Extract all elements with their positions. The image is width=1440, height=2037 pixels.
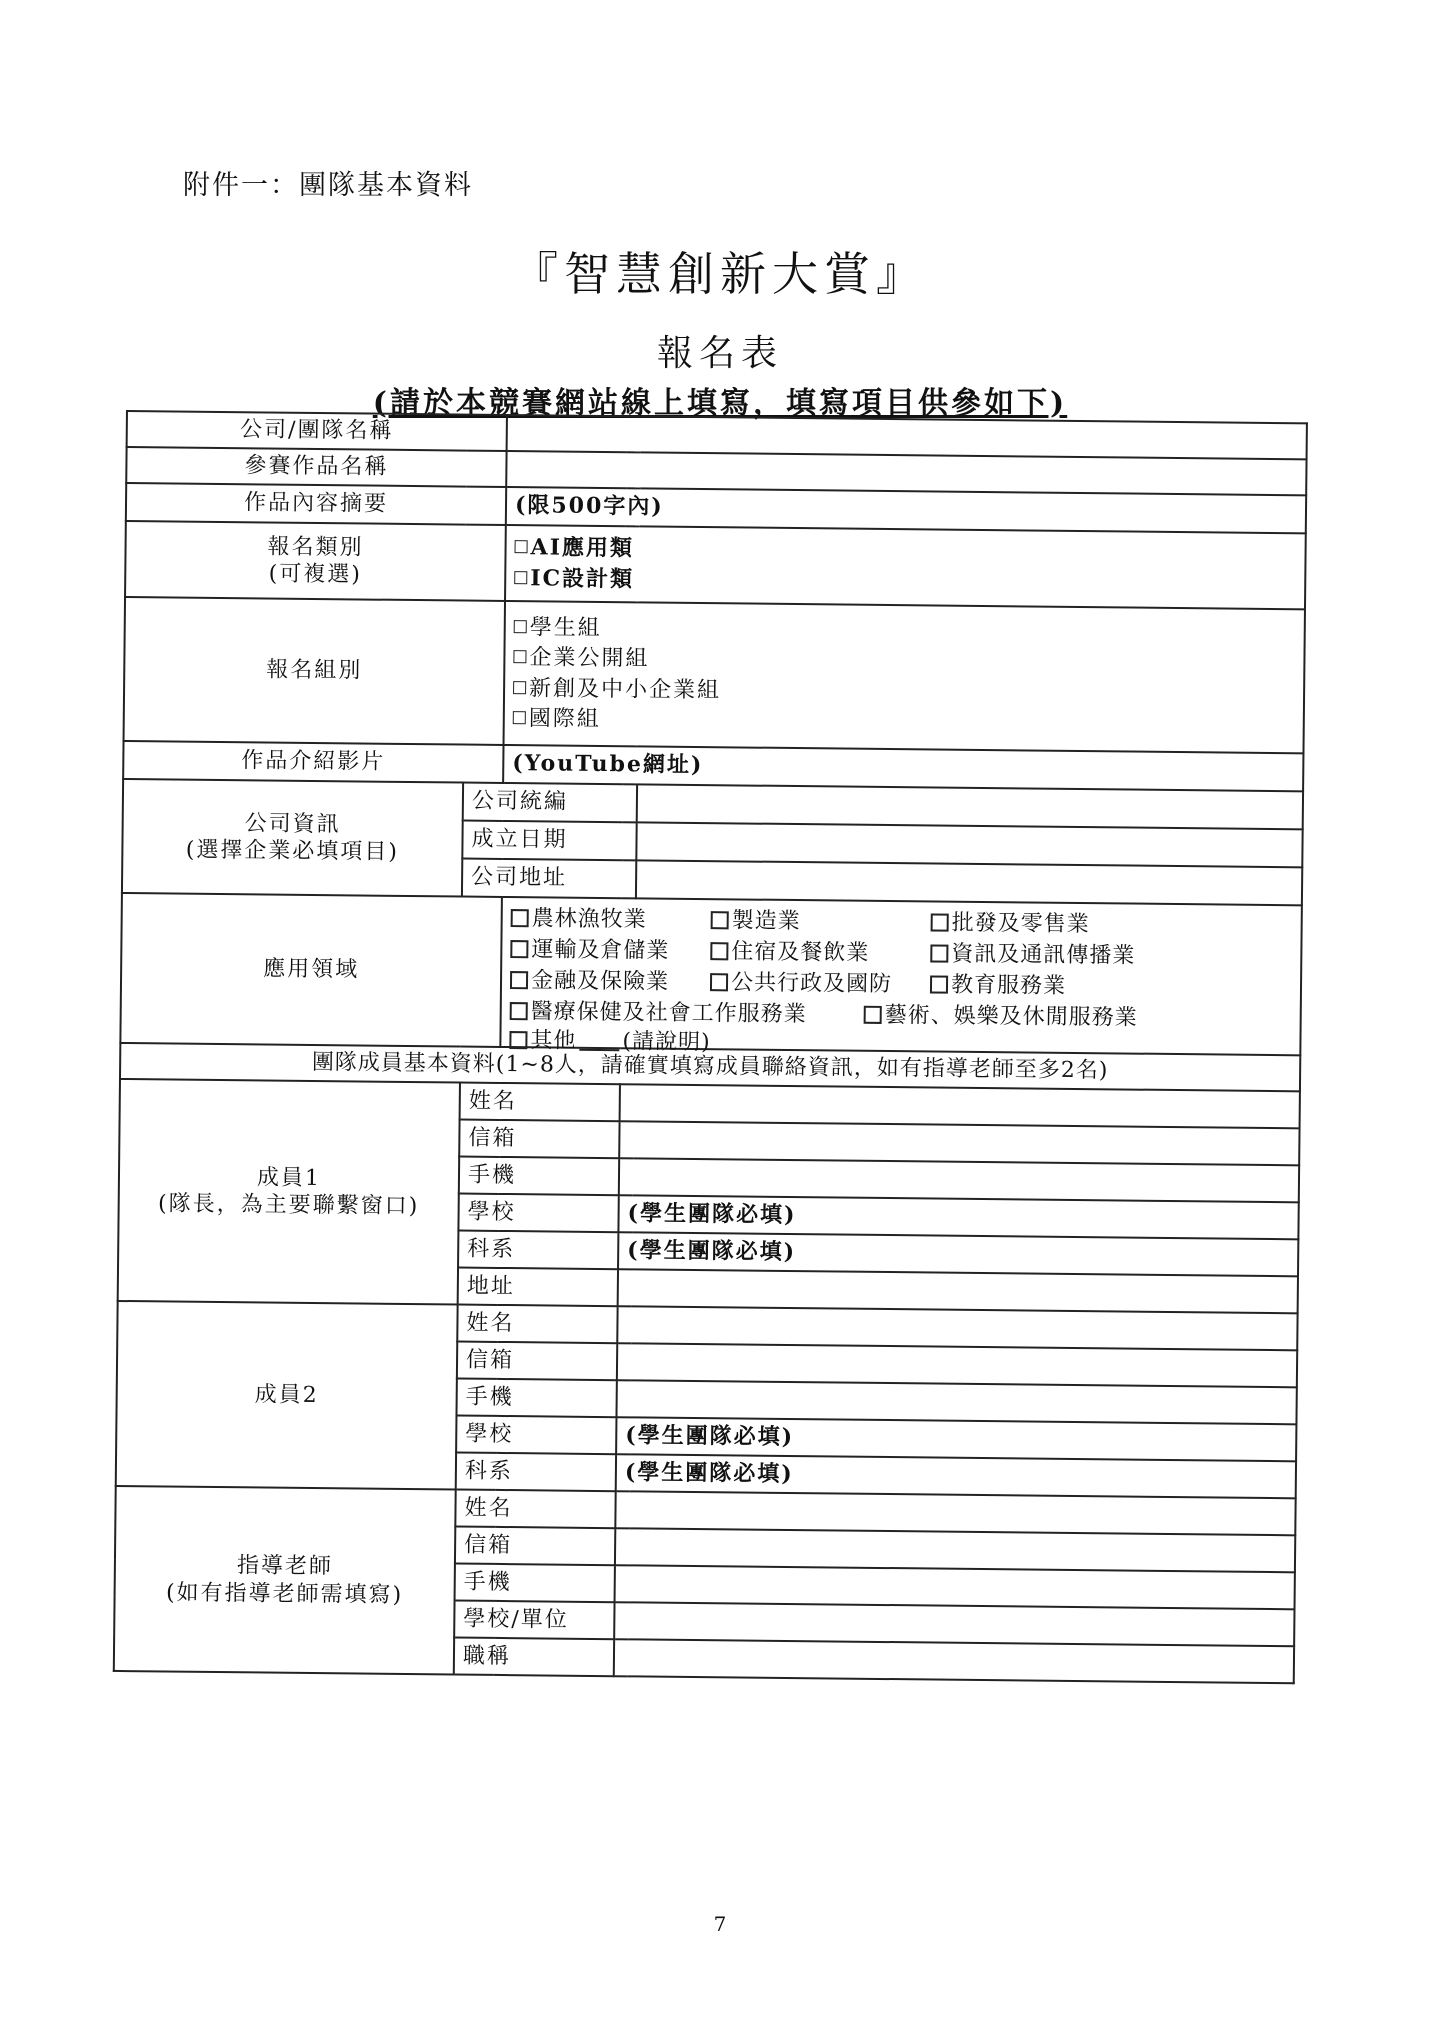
member1-name-label: 姓名 (460, 1083, 620, 1122)
advisor-title-label: 職稱 (454, 1638, 614, 1677)
category-label-cell (125, 521, 506, 601)
checkbox[interactable] (510, 971, 528, 989)
member2-phone-label: 手機 (456, 1379, 616, 1418)
attachment-label: 附件一：團隊基本資料 (183, 170, 473, 201)
category-label: 報名類別 (267, 533, 364, 560)
domain-option-other[interactable]: 其他 (請說明) (509, 1027, 710, 1057)
video-hint: (YouTube網址) (512, 750, 704, 779)
domain-option-transport[interactable]: 運輸及倉儲業 (510, 936, 669, 965)
checkbox[interactable] (514, 571, 527, 584)
member2-label: 成員2 (116, 1301, 458, 1490)
checkbox[interactable] (513, 650, 526, 663)
domain-option-agriculture[interactable]: 農林漁牧業 (511, 905, 647, 934)
company-name-label: 公司/團隊名稱 (127, 411, 507, 451)
checkbox[interactable] (515, 540, 528, 553)
checkbox[interactable] (864, 1006, 882, 1024)
member1-address-label: 地址 (458, 1268, 618, 1307)
summary-hint: (限500字內) (514, 492, 664, 520)
member2-dept-label: 科系 (456, 1453, 616, 1492)
checkbox[interactable] (711, 911, 729, 929)
page-number: 7 (713, 1912, 727, 1936)
checkbox[interactable] (510, 1002, 528, 1020)
company-info-label: 公司資訊 (244, 810, 341, 837)
company-info-sublabel: (選擇企業必填項目) (185, 837, 400, 865)
checkbox[interactable] (930, 944, 948, 962)
instruction-note: (請於本競賽網站線上填寫，填寫項目供參如下) (372, 386, 1068, 421)
group-option-student[interactable]: 學生組 (514, 614, 1296, 650)
domain-options-cell (500, 897, 1302, 1055)
advisor-title-input[interactable] (614, 1639, 1294, 1683)
member1-dept-label: 科系 (458, 1231, 618, 1270)
domain-options (501, 903, 1300, 1056)
domain-option-education[interactable]: 教育服務業 (930, 971, 1066, 1000)
member2-school-note: (學生團隊必填) (625, 1422, 795, 1450)
category-option-ic[interactable]: IC設計類 (514, 565, 1296, 601)
work-name-label: 參賽作品名稱 (126, 447, 506, 487)
member1-sublabel: (隊長，為主要聯繫窗口) (157, 1191, 420, 1220)
domain-option-finance[interactable]: 金融及保險業 (510, 967, 669, 996)
member2-dept-note: (學生團隊必填) (624, 1459, 794, 1487)
checkbox[interactable] (513, 711, 526, 724)
group-option-enterprise[interactable]: 企業公開組 (513, 644, 1295, 680)
member1-school-label: 學校 (458, 1194, 618, 1233)
member2-name-label: 姓名 (457, 1305, 617, 1344)
domain-option-arts[interactable]: 藝術、娛樂及休閒服務業 (864, 1002, 1138, 1032)
advisor-org-label: 學校/單位 (454, 1601, 614, 1640)
advisor-sublabel: (如有指導老師需填寫) (165, 1579, 404, 1608)
row-category (125, 521, 1306, 609)
member2-school-label: 學校 (456, 1416, 616, 1455)
checkbox[interactable] (509, 1031, 527, 1049)
member2-email-label: 信箱 (457, 1342, 617, 1381)
founding-date-label: 成立日期 (462, 821, 636, 861)
row-group (124, 597, 1305, 753)
group-label: 報名組別 (124, 597, 506, 745)
company-info-label-cell (122, 779, 463, 897)
summary-label: 作品內容摘要 (126, 483, 506, 525)
page-title: 『智慧創新大賞』 (512, 247, 928, 301)
row-domain (120, 893, 1302, 1055)
other-note: (請說明) (622, 1029, 711, 1056)
checkbox[interactable] (931, 913, 949, 931)
domain-label: 應用領域 (120, 893, 502, 1047)
advisor-label: 指導老師 (236, 1553, 334, 1580)
category-options (505, 525, 1306, 609)
checkbox[interactable] (710, 973, 728, 991)
category-sublabel: (可複選) (268, 561, 363, 588)
group-options (504, 601, 1305, 753)
domain-option-public-admin[interactable]: 公共行政及國防 (710, 969, 892, 998)
member1-label: 成員1 (256, 1164, 322, 1191)
registration-form (112, 410, 1305, 1712)
checkbox[interactable] (514, 620, 527, 633)
group-option-startup[interactable]: 新創及中小企業組 (513, 675, 1295, 711)
checkbox[interactable] (710, 942, 728, 960)
tax-id-label: 公司統編 (463, 783, 637, 823)
category-option-ai[interactable]: AI應用類 (514, 534, 1296, 570)
members-header: 團隊成員基本資料(1~8人，請確實填寫成員聯絡資訊，如有指導老師至多2名) (120, 1043, 1300, 1091)
domain-option-wholesale[interactable]: 批發及零售業 (931, 909, 1090, 938)
member1-dept-note: (學生團隊必填) (627, 1237, 797, 1265)
registration-table (113, 410, 1308, 1684)
member1-school-note: (學生團隊必填) (627, 1200, 797, 1228)
checkbox[interactable] (510, 940, 528, 958)
advisor-email-label: 信箱 (455, 1527, 615, 1566)
checkbox[interactable] (511, 909, 529, 927)
advisor-label-cell (114, 1486, 456, 1675)
advisor-name-label: 姓名 (455, 1490, 615, 1529)
company-address-label: 公司地址 (462, 859, 636, 899)
domain-option-healthcare[interactable]: 醫療保健及社會工作服務業 (510, 998, 807, 1029)
other-blank[interactable] (579, 1049, 619, 1051)
advisor-phone-label: 手機 (455, 1564, 615, 1603)
domain-option-manufacturing[interactable]: 製造業 (711, 907, 801, 935)
member1-email-label: 信箱 (459, 1120, 619, 1159)
member1-label-cell (118, 1079, 460, 1305)
checkbox[interactable] (930, 975, 948, 993)
video-label: 作品介紹影片 (123, 741, 503, 783)
member1-phone-label: 手機 (459, 1157, 619, 1196)
form-subtitle: 報名表 (656, 333, 783, 374)
domain-option-ict[interactable]: 資訊及通訊傳播業 (930, 940, 1135, 970)
group-option-international[interactable]: 國際組 (513, 705, 1295, 741)
domain-option-hospitality[interactable]: 住宿及餐飲業 (710, 938, 869, 967)
checkbox[interactable] (513, 681, 526, 694)
